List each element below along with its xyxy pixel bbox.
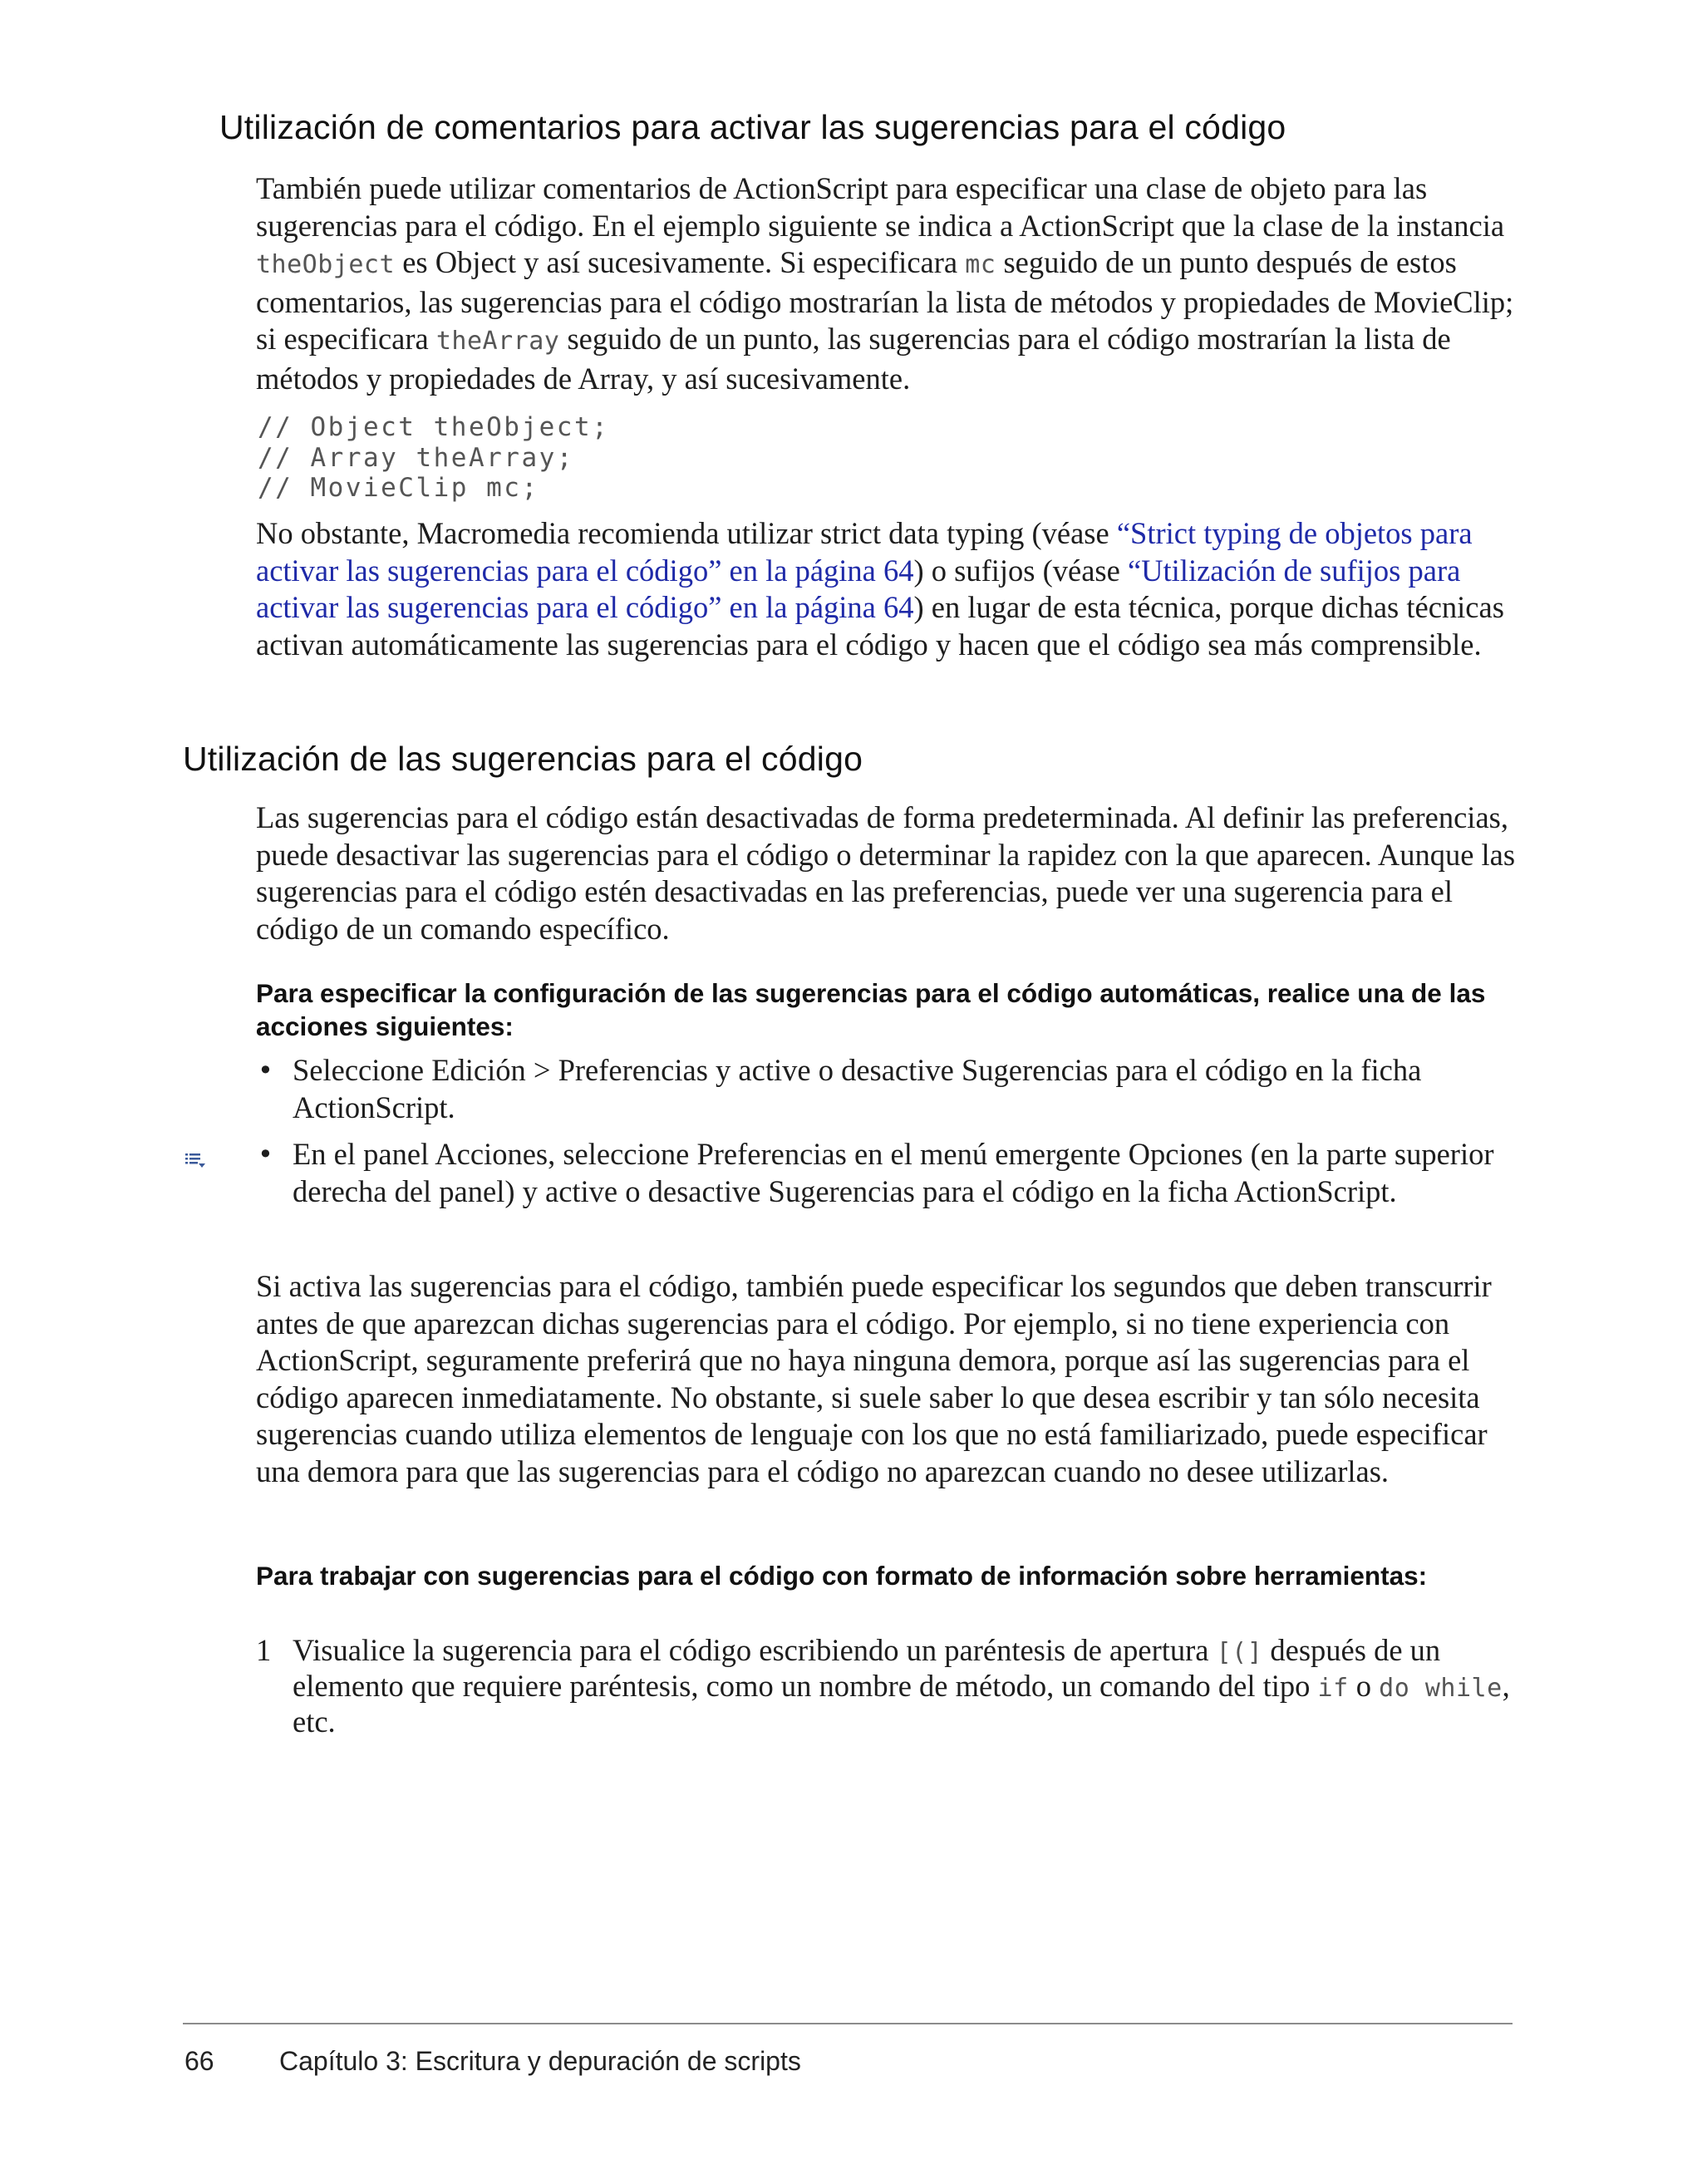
inline-code-theobject: theObject <box>256 250 396 279</box>
text-run: ) en lugar de esta técnica, porque dichas técnicas activan automáticamente las sugerencias para el código y hacen que el código sea más comprensible. <box>256 590 1504 662</box>
text-run: después de un elemento que requiere paréntesis, como un nombre de método, un comando del tipo <box>293 1633 1441 1703</box>
list-item-text: Seleccione Edición > Preferencias y active o desactive Sugerencias para el código en la ficha ActionScript. <box>293 1053 1422 1124</box>
page-number: 66 <box>184 2046 214 2076</box>
text-run: Visualice la sugerencia para el código escribiendo un paréntesis de apertura <box>293 1633 1217 1667</box>
list-item-text: En el panel Acciones, seleccione Preferencias en el menú emergente Opciones (en la parte superior derecha del panel) y active o desactive Sugerencias para el código en la ficha ActionScript. <box>293 1137 1494 1208</box>
bullet-list-settings <box>256 1052 1519 1210</box>
code-block-comments: // Object theObject; // Array theArray; // MovieClip mc; <box>258 412 610 503</box>
text-run: seguido de un punto después de estos comentarios, las sugerencias para el código mostrarían la lista de métodos y propiedades de MovieClip; si especificara <box>256 245 1514 356</box>
footer-chapter-title: Capítulo 3: Escritura y depuración de scripts <box>279 2046 801 2076</box>
inline-code-paren: [(] <box>1216 1638 1263 1667</box>
inline-code-thearray: theArray <box>435 327 560 356</box>
text-run: o <box>1348 1669 1380 1703</box>
text-run: seguido de un punto, las sugerencias para el código mostrarían la lista de métodos y propiedades de Array, y así sucesivamente. <box>256 322 1451 396</box>
list-item <box>256 1136 1519 1210</box>
link-strict-typing[interactable]: “Strict typing de objetos para activar las sugerencias para el código” en la página 64 <box>256 516 1473 588</box>
link-suffixes[interactable]: “Utilización de sufijos para activar las sugerencias para el código” en la página 64 <box>256 553 1461 624</box>
procedure-heading-automatic-settings: Para especificar la configuración de las sugerencias para el código automáticas, realice una de las acciones siguientes: <box>256 978 1486 1041</box>
inline-code-mc: mc <box>965 250 996 279</box>
step-list <box>256 1634 1519 1739</box>
section-heading-code-hints: Utilización de las sugerencias para el código <box>183 740 863 778</box>
text-run: , etc. <box>293 1669 1510 1739</box>
paragraph-strict-typing <box>256 515 1519 663</box>
inline-code-do-while: do while <box>1379 1674 1503 1703</box>
footer-divider <box>183 2023 1513 2024</box>
list-item <box>256 1052 1519 1126</box>
list-item <box>256 1634 1519 1739</box>
text-run: No obstante, Macromedia recomienda utilizar strict data typing (véase <box>256 516 1117 550</box>
bullet-icon: • <box>258 1139 273 1170</box>
section-heading-comments: Utilización de comentarios para activar las sugerencias para el código <box>219 108 1286 146</box>
step-number: 1 <box>256 1633 272 1667</box>
bullet-icon: • <box>258 1055 273 1086</box>
options-menu-icon <box>184 1152 206 1170</box>
procedure-heading-tooltip-hints: Para trabajar con sugerencias para el código con formato de información sobre herramientas: <box>256 1561 1428 1591</box>
text-run: es Object y así sucesivamente. Si especificara <box>395 245 966 279</box>
text-run: También puede utilizar comentarios de ActionScript para especificar una clase de objeto para las sugerencias para el código. En el ejemplo siguiente se indica a ActionScript que la clase de la instancia <box>256 171 1505 243</box>
text-run: ) o sufijos (véase <box>913 553 1128 588</box>
paragraph-comments-intro <box>256 170 1519 397</box>
paragraph-code-hints-intro: Las sugerencias para el código están desactivadas de forma predeterminada. Al definir las preferencias, puede desactivar las sugerencias para el código o determinar la rapidez con la que aparecen. Aunque las sugerencias para el código estén desactivadas en las preferencias, puede ver una sugerencia para el código de un comando específico. <box>256 800 1516 946</box>
paragraph-delay: Si activa las sugerencias para el código, también puede especificar los segundos que deben transcurrir antes de que aparezcan dichas sugerencias para el código. Por ejemplo, si no tiene experiencia con ActionScript, seguramente preferirá que no haya ninguna demora, porque así las sugerencias para el código aparecen inmediatamente. No obstante, si suele saber lo que desea escribir y tan sólo necesita sugerencias cuando utiliza elementos de lenguaje con los que no está familiarizado, puede especificar una demora para que las sugerencias para el código no aparezcan cuando no desee utilizarlas. <box>256 1269 1492 1488</box>
inline-code-if: if <box>1317 1674 1349 1703</box>
